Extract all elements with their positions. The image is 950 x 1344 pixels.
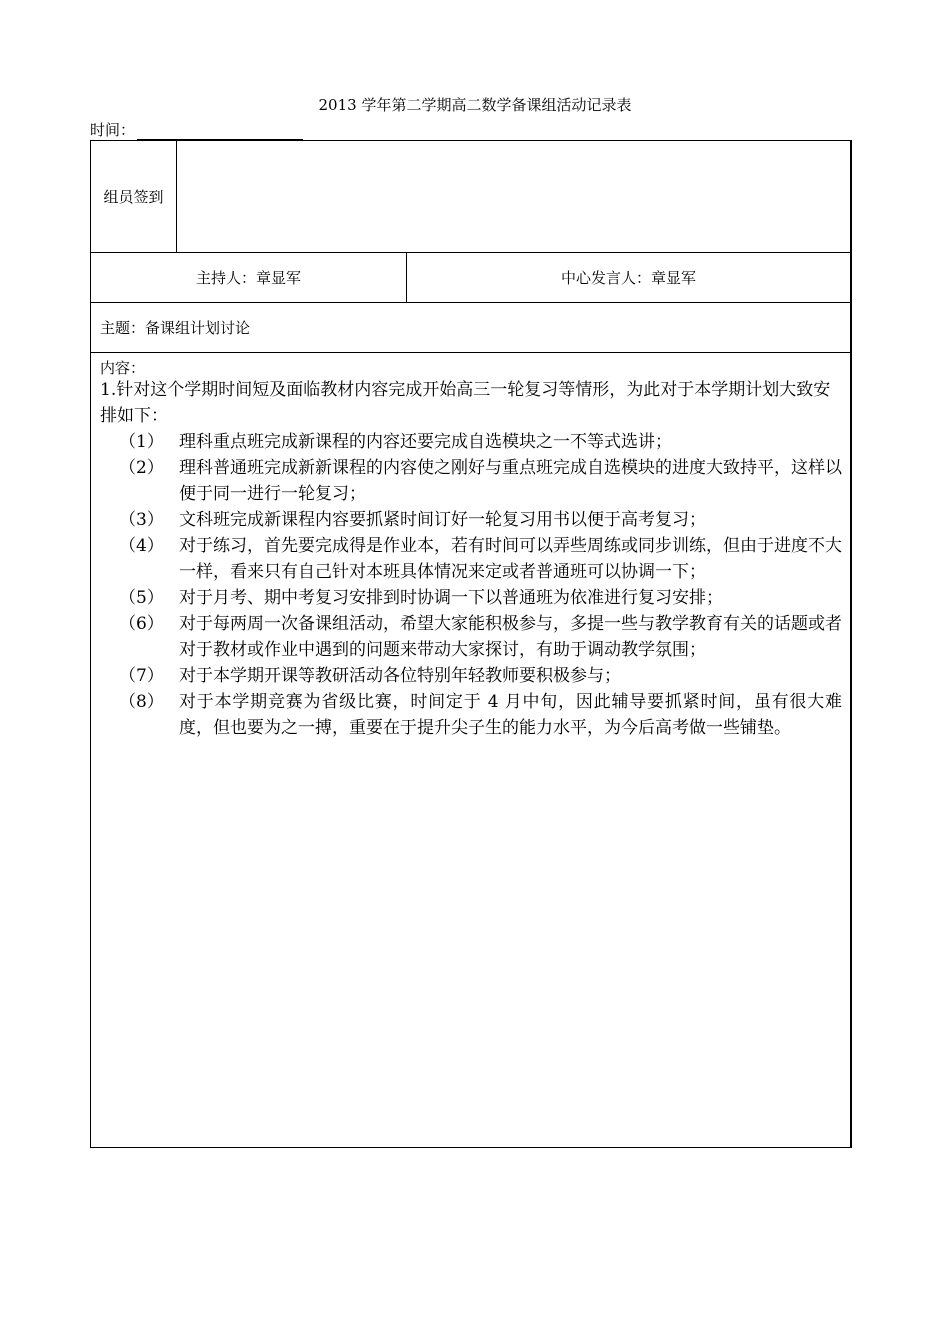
content-label: 内容： (100, 359, 146, 377)
list-item (100, 507, 842, 533)
item-number: （3） (119, 510, 164, 530)
item-text: 理科重点班完成新课程的内容还要完成自选模块之一不等式选讲； (179, 432, 672, 452)
list-item (100, 689, 842, 741)
item-number: （4） (119, 536, 164, 556)
time-field (90, 119, 303, 140)
item-number: （2） (119, 458, 164, 478)
list-item (100, 663, 842, 689)
speaker-cell: 中心发言人：章显军 (560, 269, 696, 287)
list-item (100, 455, 842, 507)
item-number: （1） (119, 432, 164, 452)
list-item (100, 533, 842, 585)
page-title: 2013 学年第二学期高二数学备课组活动记录表 (318, 96, 632, 114)
list-item (100, 429, 842, 455)
content-intro: 1.针对这个学期时间短及面临教材内容完成开始高三一轮复习等情形，为此对于本学期计划大致安排如下： (100, 380, 831, 426)
sign-in-row (91, 141, 850, 253)
record-table (90, 140, 852, 1148)
sign-in-label: 组员签到 (91, 141, 177, 252)
time-blank-line (137, 124, 303, 140)
topic-row (91, 303, 850, 353)
content-section (91, 353, 850, 1147)
topic-text: 主题：备课组计划讨论 (100, 319, 251, 337)
content-list (100, 429, 842, 741)
item-number: （6） (119, 614, 164, 634)
host-cell: 主持人：章显军 (91, 253, 407, 302)
item-text: 理科普通班完成新新课程的内容使之刚好与重点班完成自选模块的进度大致持平，这样以便于同一进行一轮复习； (179, 458, 842, 504)
item-text: 对于本学期开课等教研活动各位特别年轻教师要积极参与； (179, 666, 621, 686)
item-number: （5） (119, 588, 164, 608)
list-item (100, 611, 842, 663)
item-text: 对于本学期竞赛为省级比赛，时间定于 4 月中旬，因此辅导要抓紧时间，虽有很大难度，但也要为之一搏，重要在于提升尖子生的能力水平，为今后高考做一些铺垫。 (179, 692, 842, 738)
list-item (100, 585, 842, 611)
item-text: 对于月考、期中考复习安排到时协调一下以普通班为依准进行复习安排； (179, 588, 723, 608)
item-number: （8） (119, 692, 164, 712)
item-text: 对于每两周一次备课组活动，希望大家能积极参与，多提一些与教学教育有关的话题或者对于教材或作业中遇到的问题来带动大家探讨，有助于调动教学氛围； (179, 614, 842, 660)
item-text: 对于练习，首先要完成得是作业本，若有时间可以弄些周练或同步训练，但由于进度不大一样，看来只有自己针对本班具体情况来定或者普通班可以协调一下； (179, 536, 842, 582)
item-number: （7） (119, 666, 164, 686)
host-row (91, 253, 850, 303)
sign-in-area (177, 141, 850, 252)
item-text: 文科班完成新课程内容要抓紧时间订好一轮复习用书以便于高考复习； (179, 510, 706, 530)
time-label: 时间： (90, 121, 136, 139)
